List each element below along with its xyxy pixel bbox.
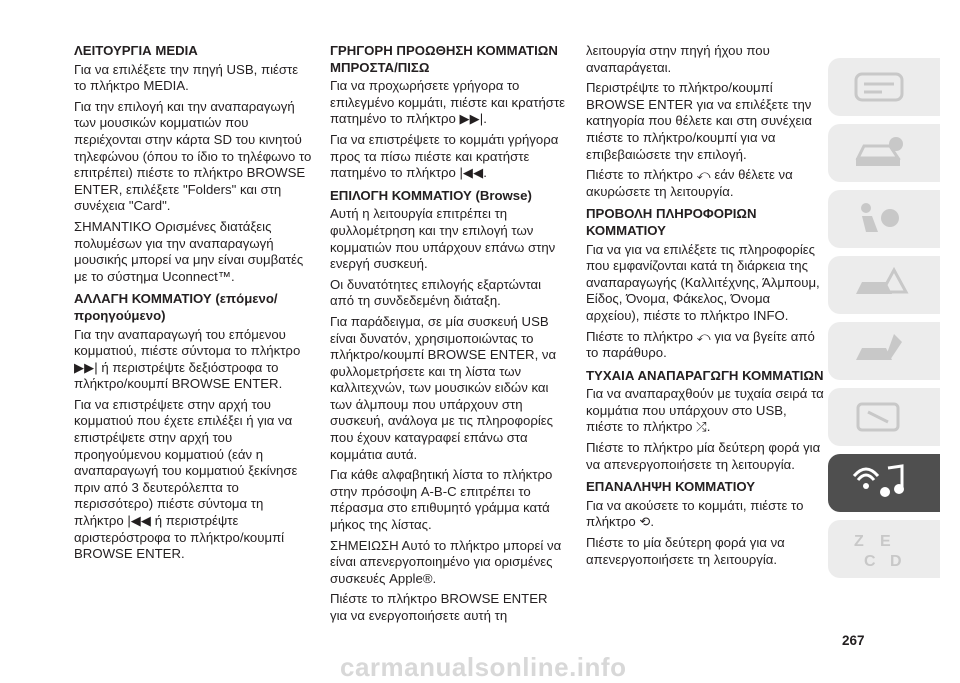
paragraph: Για να επιλέξετε την πηγή USB, πιέστε το πλήκτρο MEDIA. [74,61,299,94]
chapter-tabs [828,58,960,586]
paragraph: Για παράδειγμα, σε μία συσκευή USB είναι δυνατόν, χρησιμοποιώντας το πλήκτρο/κουμπί BROWSE ENTER, να φυλλομετρήσετε και τη λίστα των καλλιτεχνών, των μουσικών ειδών και των άλμπουμ που υπάρχουν στη συσκευή, ανάλογα με τις πληροφορίες που έχουν καταγραφεί επάνω στα κομμάτια αυτά. [330,313,557,462]
section-track-change [74,291,312,563]
car-dashboard-icon [850,66,910,108]
paragraph: Πιέστε το πλήκτρο BROWSE ENTER για να ενεργοποιήσετε αυτή τη [330,591,548,623]
paragraph: Για την αναπαραγωγή του επόμενου κομματιού, πιέστε σύντομα το πλήκτρο ▶▶| ή περιστρέψτε δεξιόστροφα το πλήκτρο/κουμπί BROWSE ENTER. [74,326,301,392]
tab-airbag[interactable] [828,190,940,248]
paragraph: ΣΗΜΑΝΤΙΚΟ Ορισμένες διατάξεις πολυμέσων για την αναπαραγωγή μουσικής μπορεί να μην είναι συμβατές με το σύστημα Uconnect™. [74,218,304,284]
section-shuffle [586,368,824,474]
section-browse [330,188,568,625]
section-heading: ΛΕΙΤΟΥΡΓΙΑ MEDIA [74,43,198,58]
watermark: carmanualsonline.info [340,652,627,682]
tab-tools[interactable] [828,388,940,446]
section-heading: ΠΡΟΒΟΛΗ ΠΛΗΡΟΦΟΡΙΩΝ ΚΟΜΜΑΤΙΟΥ [586,206,757,238]
paragraph: Για να αναπαραχθούν με τυχαία σειρά τα κομμάτια που υπάρχουν στο USB, πιέστε το πλήκτρο ⤮. [586,386,824,435]
paragraph: Για την επιλογή και την αναπαραγωγή των μουσικών κομματιών που περιέχονται στην κάρτα SD του κινητού τηλεφώνου (όπου το ίδιο το τηλέφωνο το επιτρέπει) πιέστε το πλήκτρο BROWSE ENTER, επιλέξετε "Folders" και στη συνέχεια "Card". [74,98,312,214]
multimedia-icon [850,462,910,504]
section-track-info [586,206,824,361]
section-heading: ΕΠΑΝΑΛΗΨΗ ΚΟΜΜΑΤΙΟΥ [586,479,756,495]
paragraph: Για να για να επιλέξετε τις πληροφορίες που εμφανίζονται κατά τη διάρκεια της αναπαραγωγής (Καλλιτέχνης, Άλμπουμ, Είδος, Όνομα, Φάκελος, Όνομα αρχείου), πιέστε το πλήκτρο INFO. [586,241,820,323]
section-heading: ΓΡΗΓΟΡΗ ΠΡΟΩΘΗΣΗ ΚΟΜΜΑΤΙΩΝ ΜΠΡΟΣΤΑ/ΠΙΣΩ [330,43,558,75]
section-heading: ΕΠΙΛΟΓΗ ΚΟΜΜΑΤΙΟΥ (Browse) [330,187,532,203]
tab-dashboard[interactable] [828,58,940,116]
tab-service[interactable] [828,322,940,380]
paragraph: Πιέστε το πλήκτρο ⤺ για να βγείτε από το παράθυρο. [586,328,815,361]
paragraph: Για να προχωρήσετε γρήγορα το επιλεγμένο κομμάτι, πιέστε και κρατήστε πατημένο το πλήκτρο ▶▶|. [330,78,566,127]
tab-safety-lock[interactable] [828,124,940,182]
section-media-function [74,43,312,285]
paragraph: Για κάθε αλφαβητική λίστα το πλήκτρο στην πρόσοψη A-B-C επιτρέπει το πέρασμα στο επιθυμητό γράμμα κατά μήκος της λίστας. [330,467,553,533]
car-airbag-icon [850,198,910,240]
tab-index[interactable] [828,520,940,578]
svg-text:Z: Z [854,533,864,550]
car-warning-icon [850,264,910,306]
paragraph: Πιέστε το πλήκτρο μία δεύτερη φορά για να απενεργοποιήσετε τη λειτουργία. [586,440,821,472]
paragraph: Αυτή η λειτουργία επιτρέπει τη φυλλομέτρηση και την επιλογή των κομματιών που υπάρχουν επάνω στην ενεργή συσκευή. [330,206,556,272]
paragraph: Οι δυνατότητες επιλογής εξαρτώνται από τη συνδεδεμένη διάταξη. [330,276,542,309]
paragraph: λειτουργία στην πηγή ήχου που αναπαράγεται. [586,43,770,75]
paragraph: Για να επιστρέψετε το κομμάτι γρήγορα προς τα πίσω πιέστε και κρατήστε πατημένο το πλήκτρο |◀◀. [330,131,559,181]
tab-multimedia[interactable] [828,454,940,512]
section-repeat [586,479,824,568]
paragraph: Πιέστε το μία δεύτερη φορά για να απενεργοποιήσετε τη λειτουργία. [586,535,785,567]
paragraph: Πιέστε το πλήκτρο ⤺ εάν θέλετε να ακυρώσετε τη λειτουργία. [586,167,793,199]
section-heading: ΤΥΧΑΙΑ ΑΝΑΠΑΡΑΓΩΓΗ ΚΟΜΜΑΤΙΩΝ [586,367,824,383]
section-heading: ΑΛΛΑΓΗ ΚΟΜΜΑΤΙΟΥ (επόμενο/προηγούμενο) [74,291,278,323]
car-service-icon [850,330,910,372]
paragraph: Περιστρέψτε το πλήκτρο/κουμπί BROWSE ENTER για να επιλέξετε την κατηγορία που θέλετε και στη συνέχεια πιέστε το πλήκτρο/κουμπί για να επιβεβαιώσετε την επιλογή. [586,80,812,162]
paragraph: Για να επιστρέψετε στην αρχή του κομματιού που έχετε επιλέξει ή για να επιστρέψετε στην αρχή του προηγούμενου κομματιού (εάν η αναπαραγωγή του κομματιού ξεκίνησε πριν από 3 δευτερόλεπτα το περισσότερο) πιέστε σύντομα τη πλήκτρο |◀◀ ή περιστρέψτε αριστερόστροφα το πλήκτρο/κουμπί BROWSE ENTER. [74,396,298,562]
paragraph: ΣΗΜΕΙΩΣΗ Αυτό το πλήκτρο μπορεί να είναι απενεργοποιημένο για ορισμένες συσκευές Apple®. [330,537,562,586]
section-continued [586,43,824,200]
alphabet-index-icon [850,528,910,570]
car-tools-icon [850,396,910,438]
column-2 [330,43,568,631]
svg-text:C: C [864,553,876,570]
tab-warning[interactable] [828,256,940,314]
car-lock-icon [850,132,910,174]
column-3 [586,43,824,574]
svg-text:E: E [880,533,891,550]
svg-text:D: D [890,553,902,570]
paragraph: Για να ακούσετε το κομμάτι, πιέστε το πλήκτρο ⟲. [586,497,804,530]
page-number: 267 [842,633,865,648]
column-1 [74,43,312,569]
section-fast-forward [330,43,568,182]
